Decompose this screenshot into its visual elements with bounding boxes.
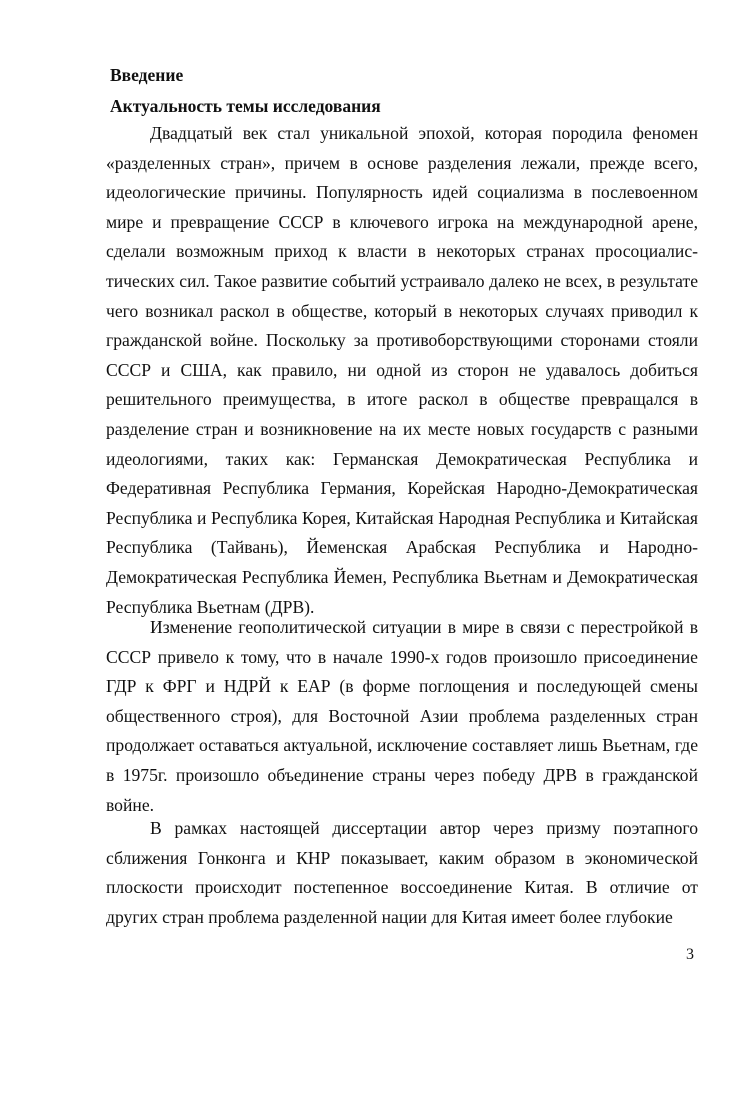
paragraph-text: Изменение геополитической ситуации в мире в связи с перестройкой в СССР привело к тому, что в начале 1990-х годов произошло присоединение ГДР к ФРГ и НДРЙ к ЕАР (в форме поглощения и последующей смены общественного строя), для Восточной Азии проблема разделенных стран продолжает оставаться актуальной, исключение составляет лишь Вьетнам, где в 1975г. произошло объединение страны через победу ДРВ в гражданской войне. xyxy=(106,617,698,815)
body-paragraph-1 xyxy=(106,119,698,622)
body-paragraph-2 xyxy=(106,613,698,820)
page-number: 3 xyxy=(686,946,694,963)
body-paragraph-3 xyxy=(106,814,698,932)
paragraph-text: Двадцатый век стал уникальной эпохой, которая породила феномен «разделенных стран», причем в основе разделения лежали, прежде всего, идеологические причины. Популярность идей социализма в послевоенном мире и превращение СССР в ключевого игрока на международной арене, сделали возможным приход к власти в некоторых странах просоциалис-тических сил. Такое развитие событий устраивало далеко не всех, в результате чего возникал раскол в обществе, который в некоторых случаях приводил к гражданской войне. Поскольку за противоборствующими сторонами стояли СССР и США, как правило, ни одной из сторон не удавалось добиться решительного преимущества, в итоге раскол в обществе превращался в разделение стран и возникновение на их месте новых государств с разными идеологиями, таких как: Германская Демократическая Республика и Федеративная Республика Германия, Корейская Народно-Демократическая Республика и Республика Корея, Китайская Народная Республика и Китайская Республика (Тайвань), Йеменская Арабская Республика и Народно-Демократическая Республика Йемен, Республика Вьетнам и Демократическая Республика Вьетнам (ДРВ). xyxy=(106,123,698,617)
paragraph-text: В рамках настоящей диссертации автор через призму поэтапного сближения Гонконга и КНР показывает, каким образом в экономической плоскости происходит постепенное воссоединение Китая. В отличие от других стран проблема разделенной нации для Китая имеет более глубокие xyxy=(106,818,698,927)
subsection-heading-relevance: Актуальность темы исследования xyxy=(110,96,381,116)
section-heading-intro: Введение xyxy=(110,65,184,85)
